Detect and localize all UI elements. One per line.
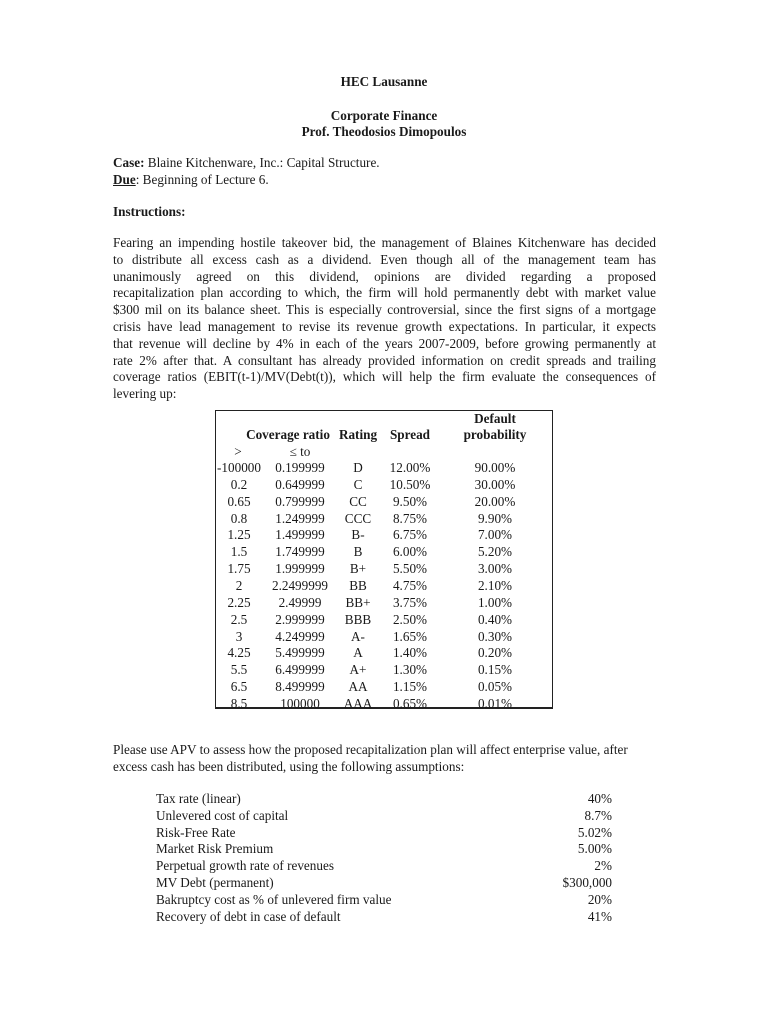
cell-rating: BBB (344, 611, 372, 627)
assumption-value: 5.02% (577, 824, 612, 840)
paragraph-line: rate 2% after that. A consultant has already provided information on credit spreads and trailing (113, 352, 656, 368)
cell-spread: 0.65% (392, 695, 428, 711)
cell-to: 1.749999 (275, 544, 325, 560)
cell-to: 8.499999 (275, 679, 325, 695)
assumption-label: Risk-Free Rate (156, 824, 236, 840)
assumption-label: Recovery of debt in case of default (156, 908, 341, 924)
cell-from: -100000 (217, 460, 261, 475)
table-row (216, 662, 554, 679)
cell-from: 2.25 (227, 594, 251, 610)
cell-to: 6.499999 (275, 662, 325, 678)
assumption-value: $300,000 (562, 874, 612, 890)
apv-line: Please use APV to assess how the proposed recapitalization plan will affect enterprise value, after (113, 742, 628, 757)
cell-spread: 1.15% (392, 679, 428, 695)
cell-default-probability: 90.00% (474, 460, 516, 475)
table-row (216, 612, 554, 629)
paragraph-line: coverage ratios (EBIT(t-1)/MV(Debt(t)), which will help the firm evaluate the consequences of (113, 369, 656, 385)
cell-rating: AAA (343, 695, 373, 711)
table-row (216, 679, 554, 696)
paragraph-line: unanimously agreed on this dividend, opinions are divided regarding a proposed (113, 268, 656, 284)
cell-default-probability: 0.20% (477, 645, 513, 661)
cell-from: 3 (235, 628, 243, 644)
header-coverage-ratio: Coverage ratio (246, 427, 330, 442)
case-label: Case: (113, 155, 145, 170)
assumption-row (156, 892, 612, 909)
due-label: Due (113, 172, 136, 187)
table-row (216, 595, 554, 612)
due-text: : Beginning of Lecture 6. (135, 172, 269, 187)
cell-spread: 4.75% (392, 577, 428, 593)
cell-default-probability: 7.00% (477, 527, 513, 543)
coverage-rating-table (215, 410, 553, 709)
cell-spread: 1.40% (392, 645, 428, 661)
cell-from: 0.65 (227, 493, 251, 509)
table-row (216, 460, 554, 477)
cell-from: 0.8 (230, 510, 248, 526)
apv-line: excess cash has been distributed, using the following assumptions: (113, 759, 465, 774)
cell-spread: 1.30% (392, 662, 428, 678)
table-row (216, 511, 554, 528)
instructions-heading: Instructions: (113, 204, 186, 219)
cell-spread: 12.00% (389, 460, 431, 475)
cell-spread: 10.50% (389, 476, 431, 492)
cell-from: 0.2 (230, 476, 248, 492)
cell-spread: 2.50% (392, 611, 428, 627)
header-greater-than: > (234, 444, 242, 459)
assumption-row (156, 841, 612, 858)
paragraph-line: recapitalization plan according to which, the firm will hold permanently debt with market value (113, 285, 656, 301)
cell-to: 100000 (280, 695, 320, 711)
assumption-label: MV Debt (permanent) (156, 874, 274, 890)
cell-default-probability: 5.20% (477, 544, 513, 560)
cell-to: 1.499999 (275, 527, 325, 543)
due-line (113, 172, 269, 188)
table-row (216, 561, 554, 578)
cell-default-probability: 30.00% (474, 476, 516, 492)
cell-to: 2.49999 (278, 594, 322, 610)
paragraph-line: $300 mil on its balance sheet. This is especially controversial, since the first signs of a mortgage (113, 302, 656, 318)
cell-default-probability: 3.00% (477, 561, 513, 577)
cell-to: 5.499999 (275, 645, 325, 661)
cell-to: 4.249999 (275, 628, 325, 644)
assumption-row (156, 858, 612, 875)
paragraph-line: crisis have lead management to revise its revenue growth expectations. In particular, it expects (113, 318, 656, 334)
cell-from: 5.5 (230, 662, 248, 678)
cell-rating: A (353, 645, 363, 661)
cell-default-probability: 9.90% (477, 510, 513, 526)
cell-rating: BB+ (345, 594, 371, 610)
cell-default-probability: 0.40% (477, 611, 513, 627)
cell-from: 1.25 (227, 527, 251, 543)
cell-to: 2.999999 (275, 611, 325, 627)
cell-from: 1.5 (230, 544, 248, 560)
cell-rating: B (353, 544, 363, 560)
school-title: HEC Lausanne (340, 74, 428, 89)
assumption-row (156, 909, 612, 926)
assumption-label: Perpetual growth rate of revenues (156, 858, 334, 874)
table-row (216, 629, 554, 646)
cell-to: 0.799999 (275, 493, 325, 509)
cell-from: 8.5 (230, 695, 248, 711)
cell-spread: 6.75% (392, 527, 428, 543)
assumption-label: Unlevered cost of capital (156, 807, 289, 823)
cell-rating: CCC (344, 510, 372, 526)
cell-to: 0.649999 (275, 476, 325, 492)
header-spread: Spread (389, 427, 431, 442)
paragraph-line: to distribute all excess cash as a dividend. Even though all of the management team has (113, 251, 656, 267)
cell-to: 1.999999 (275, 561, 325, 577)
table-row (216, 544, 554, 561)
paragraph-line: that revenue will decline by 4% in each of the years 2007-2009, before growing permanently at (113, 335, 656, 351)
cell-rating: A- (351, 628, 365, 644)
table-row (216, 645, 554, 662)
cell-from: 1.75 (227, 561, 251, 577)
professor-name: Prof. Theodosios Dimopoulos (301, 124, 467, 139)
cell-spread: 5.50% (392, 561, 428, 577)
cell-to: 2.2499999 (271, 577, 329, 593)
table-row (216, 494, 554, 511)
cell-default-probability: 0.15% (477, 662, 513, 678)
header-rating: Rating (338, 427, 378, 442)
paragraph-line: Fearing an impending hostile takeover bid, the management of Blaines Kitchenware has decided (113, 235, 656, 250)
cell-rating: A+ (349, 662, 367, 678)
cell-spread: 3.75% (392, 594, 428, 610)
cell-from: 4.25 (227, 645, 251, 661)
assumption-row (156, 875, 612, 892)
header-probability: probability (463, 427, 527, 442)
assumption-row (156, 791, 612, 808)
assumption-label: Tax rate (linear) (156, 791, 241, 806)
case-text: Blaine Kitchenware, Inc.: Capital Structure. (144, 155, 380, 170)
header-less-equal-to: ≤ to (289, 444, 311, 459)
table-row (216, 527, 554, 544)
cell-from: 6.5 (230, 679, 248, 695)
assumptions-list (156, 791, 612, 925)
cell-default-probability: 0.01% (477, 695, 513, 711)
cell-to: 0.199999 (275, 460, 325, 475)
cell-default-probability: 20.00% (474, 493, 516, 509)
cell-rating: CC (349, 493, 367, 509)
cell-spread: 8.75% (392, 510, 428, 526)
cell-rating: C (353, 476, 363, 492)
paragraph-line: levering up: (113, 386, 177, 402)
cell-default-probability: 0.30% (477, 628, 513, 644)
cell-default-probability: 1.00% (477, 594, 513, 610)
assumption-value: 5.00% (577, 841, 612, 857)
assumption-value: 41% (587, 908, 612, 924)
cell-rating: BB (349, 577, 367, 593)
table-row (216, 477, 554, 494)
cell-spread: 6.00% (392, 544, 428, 560)
case-line (113, 155, 380, 171)
cell-spread: 1.65% (392, 628, 428, 644)
cell-from: 2 (235, 577, 243, 593)
cell-rating: AA (348, 679, 368, 695)
cell-rating: D (353, 460, 363, 475)
cell-default-probability: 0.05% (477, 679, 513, 695)
assumption-label: Bakruptcy cost as % of unlevered firm value (156, 891, 392, 907)
table-row (216, 696, 554, 713)
assumption-value: 40% (587, 791, 612, 806)
cell-rating: B- (351, 527, 365, 543)
table-row (216, 578, 554, 595)
instructions-paragraph (113, 235, 656, 403)
assumption-value: 8.7% (584, 807, 612, 823)
assumption-value: 2% (594, 858, 612, 874)
cell-from: 2.5 (230, 611, 248, 627)
assumption-value: 20% (587, 891, 612, 907)
assumption-label: Market Risk Premium (156, 841, 274, 857)
assumption-row (156, 825, 612, 842)
cell-rating: B+ (349, 561, 367, 577)
cell-default-probability: 2.10% (477, 577, 513, 593)
cell-to: 1.249999 (275, 510, 325, 526)
course-title: Corporate Finance (330, 108, 438, 123)
header-default: Default (474, 411, 516, 426)
cell-spread: 9.50% (392, 493, 428, 509)
assumption-row (156, 808, 612, 825)
